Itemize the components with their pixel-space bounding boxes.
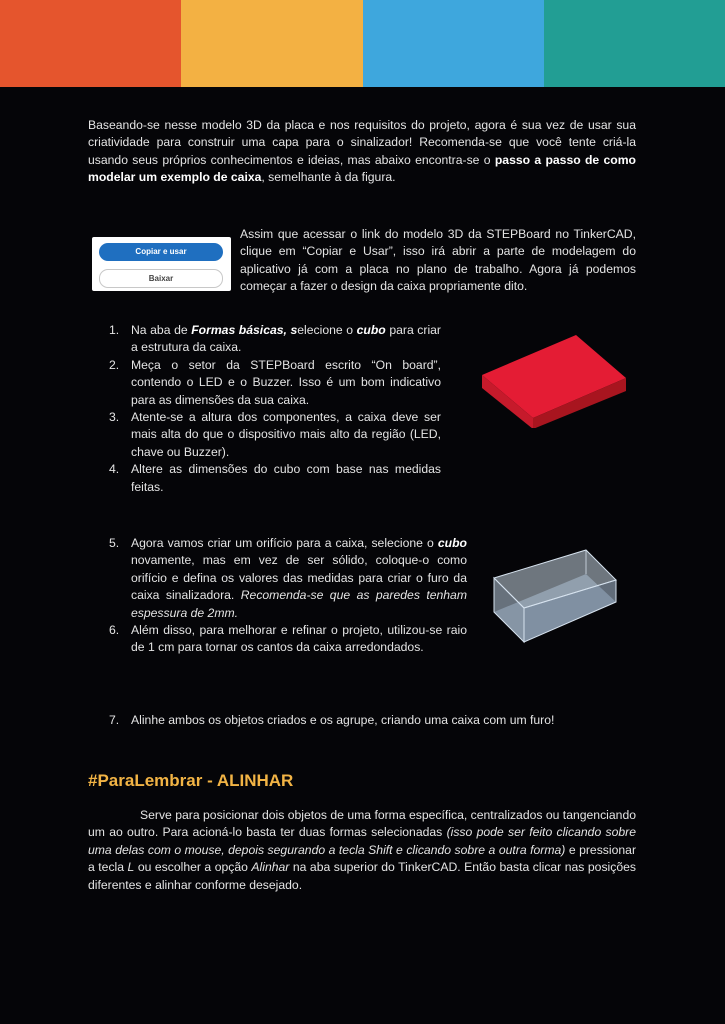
text-run: Altere as dimensões do cubo com base nas medidas feitas. — [131, 462, 441, 494]
step-item — [109, 322, 441, 357]
italic-text: L — [127, 860, 135, 875]
tinkercad-action-panel — [92, 237, 231, 291]
step-item — [109, 461, 441, 496]
emphasis-text: cubo — [356, 323, 386, 337]
text-run: ou escolher a opção — [134, 860, 252, 875]
hole-box-figure — [490, 548, 620, 650]
text-run: Alinhe ambos os objetos criados e os agrupe, criando uma caixa com um furo! — [131, 713, 555, 727]
step-number: 2. — [109, 357, 120, 372]
steps-list-3 — [109, 712, 629, 729]
download-button[interactable]: Baixar — [99, 269, 223, 288]
step-item — [109, 535, 467, 622]
intro-text: Baseando-se nesse modelo 3D da placa e nos requisitos do projeto, agora é sua vez de usar sua criatividade para construir uma capa para o sinalizador! Recomenda-se que você tente criá-la usando seus próprios conhecimentos e ideias, mas abaixo encontra-se o — [88, 118, 636, 167]
step-number: 5. — [109, 536, 120, 550]
italic-text: (isso pode ser feito clicando sobre uma delas com o mouse, depois segurando a tecla Shift e clicando sobre a outra forma) — [88, 825, 636, 857]
step-number: 3. — [109, 410, 120, 425]
intro-paragraph — [88, 117, 636, 187]
text-run: elecione o — [297, 323, 357, 337]
emphasis-text: Formas básicas, s — [191, 323, 298, 337]
tinkercad-paragraph: Assim que acessar o link do modelo 3D da STEPBoard no TinkerCAD, clique em “Copiar e Usar”, isso irá abrir a parte de modelagem do aplicativo já com a placa no plano de trabalho. Agora já podemos começar a fazer o design da caixa propriamente dito. — [240, 227, 636, 294]
color-band-orange — [0, 0, 181, 87]
emphasis-text: cubo — [437, 536, 467, 550]
text-run: Além disso, para melhorar e refinar o projeto, utilizou-se raio de 1 cm para tornar os cantos da caixa arredondados. — [131, 623, 467, 655]
step-number: 1. — [109, 323, 120, 337]
italic-text: Alinhar — [251, 860, 290, 875]
step-number: 4. — [109, 462, 120, 477]
text-run: e pressionar a tecla — [88, 842, 636, 875]
step-number: 6. — [109, 623, 120, 638]
color-band-blue — [363, 0, 544, 87]
text-run: Agora vamos criar um orifício para a caixa, selecione o — [131, 536, 438, 550]
color-band-teal — [544, 0, 725, 87]
step-number: 7. — [109, 713, 120, 727]
italic-text: Recomenda-se que as paredes tenham espessura de 2mm. — [131, 588, 467, 620]
steps-list-2 — [109, 535, 467, 657]
solid-box-figure — [478, 333, 628, 428]
text-run: para criar a estrutura da caixa. — [131, 323, 441, 355]
remember-paragraph — [88, 807, 636, 894]
steps-list-1 — [109, 322, 441, 496]
text-run: na aba superior do TinkerCAD. Então basta clicar nas posições diferentes e alinhar conforme desejado. — [88, 860, 636, 892]
text-run: Atente-se a altura dos componentes, a caixa deve ser mais alta do que o dispositivo mais alto da região (LED, chave ou Buzzer). — [131, 410, 441, 459]
step-item — [109, 712, 629, 729]
step-item — [109, 357, 441, 409]
box-top-face — [482, 335, 626, 418]
text-run: Na aba de — [131, 323, 192, 337]
intro-text-end: , semelhante à da figura. — [261, 170, 396, 185]
remember-heading: #ParaLembrar - ALINHAR — [88, 771, 294, 790]
text-run: Meça o setor da STEPBoard escrito “On board”, contendo o LED e o Buzzer. Isso é um bom indicativo para as dimensões da sua caixa. — [131, 357, 441, 407]
copy-and-use-button[interactable]: Copiar e usar — [99, 243, 223, 261]
header-color-bar — [0, 0, 725, 87]
color-band-yellow — [181, 0, 362, 87]
step-item — [109, 409, 441, 461]
text-run: Serve para posicionar dois objetos de uma forma específica, centralizados ou tangenciando um ao outro. Para acioná-lo basta ter duas formas selecionadas — [88, 808, 636, 840]
step-item — [109, 622, 467, 657]
text-run: novamente, mas em vez de ser sólido, coloque-o como orifício e defina os valores das medidas para criar o furo da caixa sinalizadora. — [131, 553, 467, 603]
intro-bold-text: passo a passo de como modelar um exemplo de caixa — [88, 152, 637, 185]
